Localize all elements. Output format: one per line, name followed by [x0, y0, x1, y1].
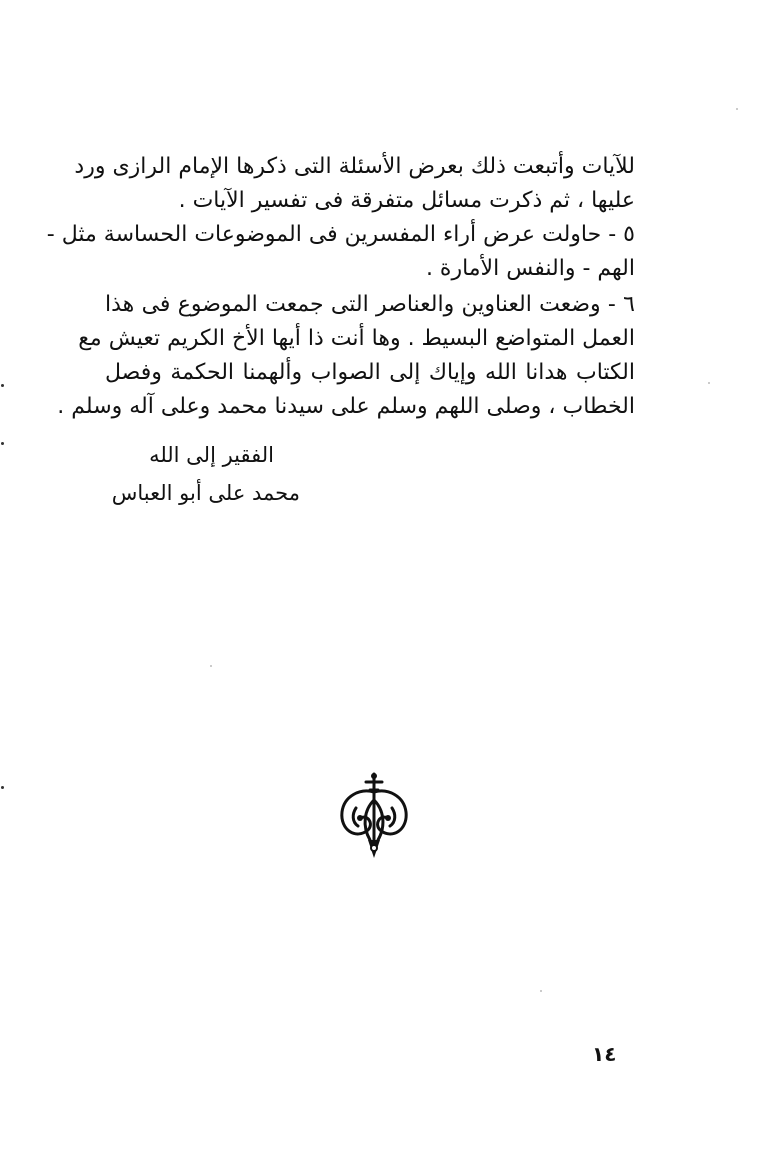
page-number: ١٤ — [592, 1042, 617, 1066]
body-line-4: الهم - والنفس الأمارة . — [425, 256, 635, 281]
body-line-5: ٦ - وضعت العناوين والعناصر التى جمعت الموضوع فى هذا — [105, 292, 635, 317]
edge-mark — [1, 442, 4, 445]
body-line-3: ٥ - حاولت عرض أراء المفسرين فى الموضوعات الحساسة مثل - — [46, 222, 635, 247]
scan-speck — [708, 382, 710, 384]
edge-mark — [1, 384, 4, 387]
scan-speck — [736, 108, 738, 110]
fleuron-ornament-icon — [334, 770, 414, 860]
scan-speck — [210, 665, 212, 667]
body-line-7: الكتاب هدانا الله وإياك إلى الصواب وألهمنا الحكمة وفصل — [105, 360, 635, 385]
scan-speck — [540, 990, 542, 992]
body-line-1: للآيات وأتبعت ذلك بعرض الأسئلة التى ذكرها الإمام الرازى ورد — [74, 154, 635, 179]
body-line-6: العمل المتواضع البسيط . وها أنت ذا أيها الأخ الكريم تعيش مع — [78, 326, 635, 351]
edge-mark — [1, 786, 4, 789]
body-line-8: الخطاب ، وصلى اللهم وسلم على سيدنا محمد وعلى آله وسلم . — [57, 394, 635, 419]
signature-title: الفقير إلى الله — [149, 443, 274, 467]
body-line-2: عليها ، ثم ذكرت مسائل متفرقة فى تفسير الآيات . — [178, 188, 635, 213]
signature-name: محمد على أبو العباس — [111, 481, 300, 505]
